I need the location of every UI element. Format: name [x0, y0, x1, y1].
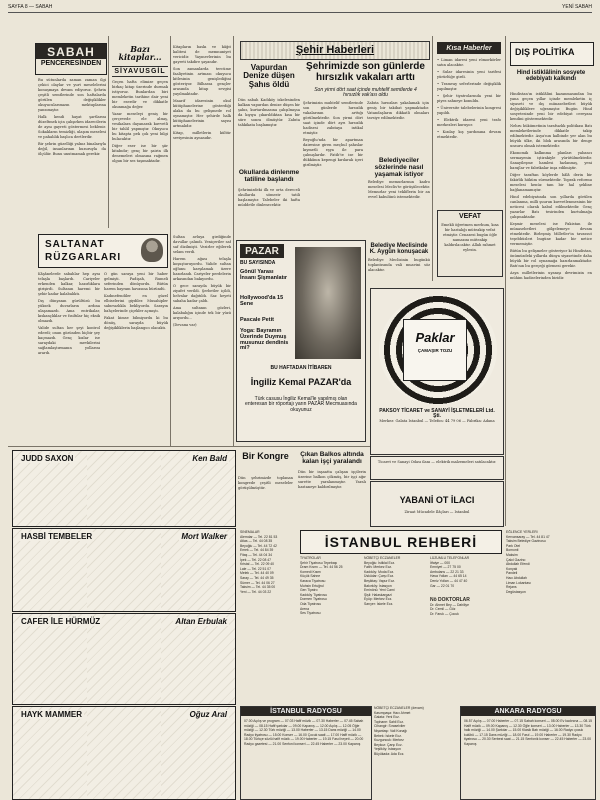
column-rule — [505, 36, 506, 526]
kisa-haberler-title: Kısa Haberler — [437, 42, 501, 54]
bazi-kitaplar-title: Bazı kitaplar... — [118, 44, 162, 63]
hirsizlik-headline: Şehrimizde son günlerde hırsızlık vakaları arttı — [306, 61, 425, 83]
bazi-kitaplar-byline: SİYAVUSGİL — [112, 66, 168, 77]
radyo-istanbul-program: 07.00 Açılış ve program — 07.03 Hafif müzik — 07.30 Haberler — 07.45 Sabah müziği — 08.15 Hafif şarkılar — 09.00 Kapanış — 12.00 Açılış — 12.05 Öğle müziği — 12.30 Türk müziği — 13.00 Haberler — 13.15 Dans müziği — 14.00 Radyo tiyatrosu — 15.00 Konser — 16.00 Çocuk saati — 17.00 Hafif müzik — 18.00 Türkçe sözlü hafif müzik — 19.00 Haberler — 19.15 Fasıl heyeti — 20.00 Radyo gazetesi — 21.00 Senfoni konseri — 22.45 Haberler — 23.00 Kapanış — [244, 719, 364, 746]
radyo-istanbul-title: İSTANBUL RADYOSU — [241, 707, 371, 716]
pazar-footer: Türk casusu İngiliz Kemal'le yapılmış olan enteresan bir röportajı yarın PAZAR Mecmuasında okuyunuz — [245, 396, 357, 413]
paklar-box — [403, 319, 467, 381]
pazar-item-3: Pascale Petit — [240, 317, 274, 323]
comic-4-panel-1 — [13, 707, 88, 799]
comic-4-panel-2 — [87, 707, 162, 799]
paklar-sub: ÇAMAŞIR TOZU — [417, 348, 453, 353]
saltanat-title-1: SALTANAT — [45, 239, 105, 250]
dis-politika-text: Hindistan'ın istiklâlini kazanmasından bu yana geçen yıllar içinde memleketin iç siyaseti ve dış münasebetleri büyük değişikliklere uğramıştır. Bugün Hind sosyetesinde yeni bir edebiyat cereyanı kendini göstermektedir. Nehru hükümetinin tarafsızlık politikası Batı memleketlerinde dikkatle takip edilmektedir. Asya'nın kalbinde yer alan bu büyük ülke, iki blok arasında bir denge unsuru olmak istemektedir. Ekonomik kalkınma planları yabancı sermayenin iştirakiyle yürütülmektedir. Sanayileşme hamlesi hızlanmış, yeni barajlar ve fabrikalar inşa edilmiştir. Diğer taraftan köylerde hâlâ derin bir fakirlik hüküm sürmektedir. Toprak reformu meselesi henüz tam bir hal şekline bağlanamamıştır. Hind edebiyatında son yıllarda görülen canlanma, milli şuurun kuvvetlenmesinin bir neticesi olarak kabul edilmektedir. Genç yazarlar Batı tesirinden kurtulmağa çalışmaktadır. Keşmir meselesi ise Pakistan ile münasebetleri gölgelemeye devam etmektedir. Birleşmiş Milletler'in tavassut teşebbüsleri bugüne kadar bir netice vermemiştir. Bütün bu gelişmeler gösteriyor ki Hindistan, önümüzdeki yıllarda dünya siyasetinde daha büyük bir rol oynamağa hazırlanmaktadır. Batı'nın bu gerçeği görmesi gerekir. Asya milletlerinin uyanışı devrimizin en mühim hadiselerinden biridir. — [510, 92, 592, 280]
pazar-item-1: Gönül Yarası İnsanı Şişmanlatır — [240, 269, 288, 281]
dis-politika-subheadline: Hind istiklâlinin sosyete edebiyatı kalkındı — [516, 70, 586, 83]
comic-1-panel-2 — [87, 451, 162, 526]
rehber-doctors: Nö DOKTORLAR — [430, 597, 470, 604]
paklar-ad — [370, 288, 504, 455]
column-rule — [233, 36, 234, 446]
comic-3-panel-2 — [87, 614, 162, 704]
pazar-item-4: Yoga: Bayramın Üzerinde Duymuş musunuz dendinis mi? — [240, 328, 289, 352]
pazar-cover-photo — [295, 247, 361, 359]
saltanat-header — [38, 234, 168, 268]
hirsizlik-subheadline: Son yirmi dört saat içinde muhtelif semtlerde 4 hırsızlık vak'ası oldu — [314, 87, 417, 99]
notice-box — [370, 456, 504, 480]
sehir-banner — [240, 41, 430, 60]
belediye-meclisi-text: Belediye Meclisinin bugünkü toplantısında vali muavini söz alacaktır. — [368, 258, 430, 272]
dis-politika-title: DIŞ POLİTİKA — [515, 47, 575, 57]
sabah-column-text: Bu sütunlarda zaman zaman ilgi çekici olaylar ve yurt meselelerini konuşmaya devam ediyoruz. Şehrin çeşitli semtlerinde son haftalarda görülen değişiklikler okuyucularımızın mektuplarına yansımıştır. Halk kendi hayat şartlarını düzeltmek için çalışırken idarecilerin de aynı gayreti göstermesi beklenir. Sokakların temizliği, ulaşım meselesi ve pahalılık başlıca dertlerdir. Bir şehrin güzelliği yalnız binalarıyla değil, insanlarının huzuruyla da ölçülür. Bunu unutmamak gerekir. — [38, 78, 106, 156]
radyo-ankara-program: 06.57 Açılış — 07.00 Haberler — 07.15 Sabah konseri — 08.00 Ev kadınına — 08.15 Hafif müzik — 09.00 Kapanış — 12.30 Öğle konseri — 13.00 Haberler — 13.30 Türk halk müziği — 14.00 Şarkılar — 15.00 Klasik Batı müziği — 16.00 Radyo çocuk kulübü — 17.15 Dans müziği — 18.00 Fasıl — 19.00 Haberler — 19.30 Radyo tiyatrosu — 20.30 Serbest saat — 21.15 Senfonik konser — 22.45 Haberler — 23.00 Kapanış — [464, 719, 592, 746]
comic-3-panel-3 — [161, 614, 235, 704]
saltanat-text-1: Kâşânelerde sabahlar hep aynı telaşla başlardı. Cariyeler erkenden kalkar, hazırlıklara girişirdi. Sultanın haremi bir şehir kadar kalabalıktı. Dış dünyanın gürültüsü bu yüksek duvarların ardına ulaşamazdı. Ama entrikalar, kıskançlıklar ve fısıltılar hiç eksik olmazdı. Valide sultan her şeyi kontrol ederdi; onun gözünden hiçbir şey kaçmazdı. Genç kızlar ise saraydaki mevkilerini sağlamlaştırmanın yollarını arardı. — [38, 272, 100, 355]
radyo-ankara — [460, 706, 596, 800]
comic-strip-1 — [12, 450, 236, 527]
column-rule — [170, 36, 171, 446]
paklar-address: Merkez: Galata İstanbul — Telefon: 44 79 06 — Fabrika: Adana — [379, 419, 495, 423]
saltanat-illustration — [141, 238, 163, 262]
yabani-ot-ad — [370, 481, 504, 527]
comic-2-panel-3 — [161, 529, 235, 611]
comic-4-panel-3 — [161, 707, 235, 799]
comic-2-title: HASBİ TEMBELER — [21, 532, 93, 541]
pazar-in-issue: BU SAYISINDA — [240, 260, 276, 266]
comic-strip-3 — [12, 613, 236, 705]
bazi-kitaplar-text-cont: Kitapların baskı ve kâğıt kalitesi de memnuniyet vericidir. Yayınevlerinin bu gayreti takdire şayandır. Son zamanlarda tercüme faaliyetinin artması okuyucu kitlesinin genişlediğini gösteriyor. Bilhassa gençler arasında kitap sevgisi yayılmaktadır. Maarif idaresinin okul kütüphanelerine gösterdiği alaka da bu gelişmede rol oynamıştır. Her şehirde halk kütüphanelerinin sayısı artmalıdır. Kitap, milletlerin kültür seviyesinin aynasıdır. — [173, 45, 231, 140]
comic-4-author: Oğuz Aral — [189, 710, 227, 719]
yabani-ot-title: YABANİ OT İLACI — [399, 495, 475, 505]
bir-kongre-headline: Bir Kongre — [242, 451, 289, 461]
vefat-box — [437, 210, 503, 277]
column-rule — [432, 36, 433, 281]
pazar-item-2: Hollywood'da 15 Sene — [240, 295, 284, 307]
rehber-listing-3: NÖBETÇİ ECZANELER Beyoğlu: İstiklal Ecz. Fatih: Merkez Ecz. Kadıköy: Moda Ecz. Üsküdar: Çarşı Ecz. Beşiktaş: Vapur Ecz. Bakırköy: İstasyon Eminönü: Yeni Cami Şişli: Halaskargazi Eyüp: Merkez Ecz. Sarıyer: İskele Ecz. — [364, 556, 401, 606]
notice-text: Ticaret ve Sanayi Odası ilanı — elektrik malzemeleri satılacaktır. — [377, 460, 497, 464]
cikan-headline: Çıkan Balkos altında kalan işçi yaralandı — [300, 451, 364, 465]
comic-2-author: Mort Walker — [181, 532, 227, 541]
saltanat-title-2: RÜZGARLARI — [45, 252, 122, 263]
paklar-company: PAKSOY TİCARET ve SANAYİ İŞLETMELERİ Ltd. Şti. — [379, 408, 495, 420]
comic-2-panel-1 — [13, 529, 88, 611]
comic-3-author: Altan Erbulak — [175, 617, 227, 626]
comic-1-author: Ken Bald — [192, 454, 227, 463]
saltanat-text-2: O gün saraya yeni bir haber gelmişti. Padişah, Rumeli seferinden dönüyordu. Bütün harem bayram havasına büründü. Kadınefendiler en güzel elbiselerini giydiler. Musahipler sabırsızlıkla bekliyordu. Sarayın bahçelerinde çiçekler açmıştı. Fakat kimse bilmiyordu ki bu dönüş, sarayda büyük değişikliklerin başlangıcı olacaktı. — [104, 272, 168, 330]
radyo-istanbul — [240, 706, 372, 800]
okullar-text: Şehrimizdeki ilk ve orta dereceli okullarda sömestr tatili başlamıştır. Talebeler iki hafta müddetle dinlenecektir. — [238, 188, 300, 207]
comic-3-title: CAFER İLE HÜRMÜZ — [21, 617, 101, 626]
dateline-left: SAYFA 8 — SABAH — [8, 4, 53, 10]
rehber-listing-5: EĞLENCE YERLERİ Kervansaray — Tel. 44 81 47 Taksim Belediye Gazinosu Park Otel Bomonti Maksim Çakıl Gazino Abdullah Efendi Konyalı Pandeli Hacı Abdullah Liman Lokantası Rejans Degüstasyon — [506, 530, 550, 594]
belediye-meclisi-headline: Belediye Meclisinde K. Aygün konuşacak — [369, 243, 429, 256]
sabah-header — [35, 43, 107, 75]
comic-2-panel-2 — [87, 529, 162, 611]
pazar-ad — [236, 240, 366, 442]
comic-3-panel-1 — [13, 614, 88, 704]
comic-strip-4 — [12, 706, 236, 800]
rehber-listing-1: SİNEMALAR Alemdar — Tel. 22 81 53 Atlas — Tel. 44 08 35 Beyoğlu — Tel. 44 72 42 Emek — Tel. 44 84 39 Fitaş — Tel. 44 04 34 İpek — Tel. 22 08 47 Kristal — Tel. 22 09 40 Lale — Tel. 22 51 07 Melek — Tel. 44 40 09 Saray — Tel. 44 49 35 Sümer — Tel. 44 06 27 Taksim — Tel. 44 35 00 Yeni — Tel. 44 03 22 — [240, 530, 278, 594]
eczane-listing: NÖBETÇİ ECZANELER (devam) Kasımpaşa: Hacı Ahmet Galata: Yeni Ecz. Tophane: Sahil Ecz. Cihangir: Sıraselviler Nişantaşı: Vali Konağı Bebek: İskele Ecz. Kuzguncuk: Merkez Beykoz: Çarşı Ecz. Yeşilköy: İstasyon Büyükada: Ada Ecz. — [374, 706, 424, 756]
rehber-header — [300, 530, 502, 554]
rehber-listing-2: TİYATROLAR Şehir Tiyatrosu Tepebaşı Dram Kısmı — Tel. 44 56 25 Komedi Kısmı Küçük Sahne Karaca Tiyatrosu Muhsin Ertuğrul Gen Tiyatro Kadıköy Tiyatrosu Dormen Tiyatrosu Oda Tiyatrosu Arena Ses Tiyatrosu — [300, 556, 343, 616]
bazi-kitaplar-text: Geçen hafta elimize geçen birkaç kitap üzerinde durmak istiyoruz. Bunlardan biri memleketin tarihine dair yeni bir eserdir ve dikkatle okunmağa değer. Yazar meseleyi geniş bir çerçevede ele almış, vesikalara dayanarak kuvvetli bir tahlil yapmıştır. Okuyucu bu kitapta pek çok yeni bilgi bulacaktır. Diğer eser ise bir şiir kitabıdır; genç bir şairin ilk denemeleri olmasına rağmen olgun bir ses taşımaktadır. — [112, 80, 168, 163]
hirsizlik-text-2: Zabıta hırsızları yakalamak için geniş bir takibat yapmaktadır. Vatandaşların dikkatli olmaları tavsiye edilmektedir. — [367, 101, 429, 120]
yabani-ot-text: Ziraat Mücadele İlâçları — İstanbul — [404, 510, 470, 514]
dateline-right: YENİ SABAH — [561, 4, 592, 10]
comic-1-title: JUDD SAXON — [21, 454, 74, 463]
vefat-text: Emekli öğretmen merhum, kısa bir hastalığı müteakip vefat etmiştir. Cenazesi bugün öğle namazını müteakip kaldırılacaktır. Allah rahmet eylesin. — [441, 223, 499, 252]
kisa-haberler-text: • Liman idaresi yeni römorkörler satın alacaktır. • Sular idaresinin yeni tarifesi yürürlüğe girdi. • Tramvay seferlerinde değişiklik yapılmıştır. • Şehir tiyatrolarında yeni bir piyes sahneye konuldu. • Üniversite talebelerinin kongresi yapıldı. • Elektrik idaresi yeni trafo merkezleri kuruyor. • Kızılay kış yardımına devam etmektedir. — [437, 58, 501, 139]
vefat-title: VEFAT — [458, 213, 482, 220]
hirsizlik-text-1: Şehrimizin muhtelif semtlerinde son günlerde hırsızlık vakalarının arttığı görülmektedir. Son yirmi dört saat içinde dört ayrı hırsızlık hadisesi zabıtaya intikal etmiştir. Beyoğlu'nda bir apartman dairesine giren meçhul şahıslar kıymetli eşya ile para çalmışlardır. Fatih'te ise bir dükkânın kepengi kırılarak içeri girilmiştir. — [303, 101, 363, 167]
pazar-from-week: BU HAFTADAN İTİBAREN — [270, 365, 332, 371]
rehber-listing-4: LÜZUMLU TELEFONLAR İtfaiye — 000 Emniyet — 27 75 00 Ambulans — 22 21 33 Hava Yolları — 44 65 14 Deniz Yolları — 44 47 40 Gar — 22 01 70 Nö DOKTORLAR Dr. Ahmet Bey — Dahiliye Dr. Cemil — Göz Dr. Faruk — Çocuk — [430, 556, 470, 616]
okullar-headline: Okullarda dinlenme tatiline başlandı — [238, 169, 300, 183]
radyo-ankara-title: ANKARA RADYOSU — [461, 707, 595, 716]
vapurdan-text: Dün sabah Kadıköy iskelesinden kalkan vapurdan denize düşen bir şahıs, kurtarılmasına çalışılmışsa da kıyıya çıkarıldıktan kısa bir süre sonra ölmüştür. Zabıta tahkikata başlamıştır. — [238, 98, 300, 127]
pazar-logo: PAZAR — [240, 244, 284, 258]
sehir-banner-title: Şehir Haberleri — [295, 44, 375, 56]
cikan-text: Dün bir inşaatta çalışan işçilerin üzerine balkon çökmüş, bir işçi ağır surette yaralanmıştır. Yaralı hastaneye kaldırılmıştır. — [298, 470, 366, 489]
comic-4-title: HAYK MAMMER — [21, 710, 83, 719]
sabah-subtitle: PENCERESİNDEN — [40, 60, 102, 67]
vapurdan-headline: Vapurdan Denize düşen Şahıs öldü — [243, 63, 295, 89]
paklar-brand: Paklar — [415, 330, 455, 345]
sabah-title: SABAH — [36, 44, 106, 59]
saltanat-text-3: Sultan avluya girdiğinde davullar çalındı. Yeniçeriler saf saf dizilmişti. Vezirler eğilerek selam verdi. Harem ağası telaşla koşuşturuyordu. Valide sultan oğlunu karşılamak üzere hazırlandı. Cariyeler perdelerin arkasından bakıyordu. O gece sarayda büyük bir ziyafet verildi. Şerbetler içildi, helvalar dağıtıldı. Saz heyeti sabaha kadar çaldı. Ama sultanın gözleri, kalabalığın içinde tek bir yüzü arıyordu... (Devamı var) — [173, 235, 231, 327]
belediyeciler-headline: Belediyeciler sözlerinde nasıl yaşamak istiyor — [374, 157, 424, 178]
belediyeciler-text: Belediye memurlarının kadro meselesi Meclis'te görüşülecektir. Memurlar yeni tekliflerin bir an evvel kabulünü istemektedir. — [368, 180, 430, 199]
comic-strip-2 — [12, 528, 236, 612]
dateline — [8, 2, 592, 13]
dis-politika-header — [510, 42, 594, 66]
column-rule — [108, 36, 109, 228]
bir-kongre-text: Dün şehrimizde toplanan kongrede çeşitli meseleler görüşülmüştür. — [238, 476, 293, 490]
rehber-title: İSTANBUL REHBERİ — [324, 534, 478, 550]
pazar-headline: İngiliz Kemal PAZAR'da — [250, 377, 352, 387]
